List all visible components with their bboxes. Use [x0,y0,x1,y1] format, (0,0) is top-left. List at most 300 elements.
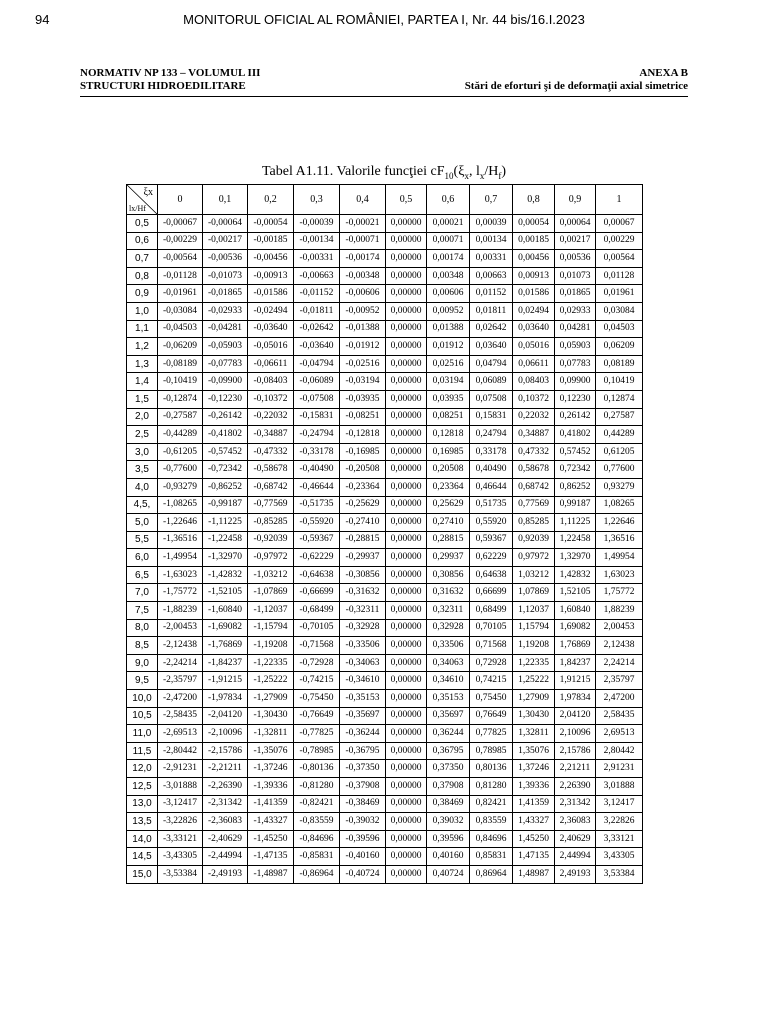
caption-sub: f [498,170,502,181]
table-cell: 2,36083 [555,813,596,831]
table-row [127,478,643,496]
table-cell: -0,29937 [340,549,386,567]
column-header: 0,3 [294,185,340,215]
table-cell: 0,30856 [427,566,470,584]
table-cell: -1,39336 [248,778,294,796]
table-cell: 1,35076 [513,742,555,760]
row-header-cell: 7,0 [127,584,158,602]
table-cell: -1,32811 [248,725,294,743]
column-header: 0,7 [470,185,513,215]
table-cell: 0,00000 [386,848,427,866]
table-cell: 0,00348 [427,267,470,285]
table-cell: -0,06209 [158,338,203,356]
table-cell: 0,97972 [513,549,555,567]
table-cell: -1,36516 [158,531,203,549]
table-cell: -1,69082 [203,619,248,637]
table-cell: -0,01128 [158,267,203,285]
caption-sub: x [464,170,469,181]
table-cell: -1,60840 [203,602,248,620]
row-header-cell: 1,1 [127,320,158,338]
table-cell: 2,91231 [596,760,643,778]
table-cell: -0,00064 [203,215,248,233]
table-row [127,760,643,778]
table-cell: 2,44994 [555,848,596,866]
table-cell: 0,33178 [470,443,513,461]
table-cell: 0,00000 [386,461,427,479]
row-header-cell: 9,5 [127,672,158,690]
table-cell: -2,58435 [158,707,203,725]
table-row [127,461,643,479]
table-cell: 0,80136 [470,760,513,778]
table-cell: -0,02933 [203,302,248,320]
column-header: 0,6 [427,185,470,215]
row-header-cell: 4,0 [127,478,158,496]
table-cell: -0,55920 [294,514,340,532]
table-cell: -0,40724 [340,865,386,883]
column-header: 0,5 [386,185,427,215]
table-cell: 0,84696 [470,830,513,848]
row-header-cell: 9,0 [127,654,158,672]
table-cell: -1,15794 [248,619,294,637]
table-cell: 0,06611 [513,355,555,373]
table-cell: 1,47135 [513,848,555,866]
table-cell: 0,68742 [513,478,555,496]
table-cell: 0,01128 [596,267,643,285]
table-cell: 3,12417 [596,795,643,813]
table-cell: 1,39336 [513,778,555,796]
row-header-cell: 12,0 [127,760,158,778]
table-cell: 0,00229 [596,232,643,250]
caption-part: /H [484,164,499,179]
table-cell: -3,33121 [158,830,203,848]
table-cell: -2,80442 [158,742,203,760]
table-cell: 3,22826 [596,813,643,831]
volume-subtitle: STRUCTURI HIDROEDILITARE [80,80,246,92]
table-cell: -2,15786 [203,742,248,760]
row-header-cell: 7,5 [127,602,158,620]
table-cell: -0,00536 [203,250,248,268]
table-row [127,690,643,708]
row-header-cell: 0,5 [127,215,158,233]
table-cell: 1,41359 [513,795,555,813]
table-cell: 3,43305 [596,848,643,866]
table-row [127,443,643,461]
table-cell: 1,03212 [513,566,555,584]
table-cell: 0,10419 [596,373,643,391]
table-cell: 1,45250 [513,830,555,848]
table-cell: -0,12818 [340,426,386,444]
table-cell: 0,77569 [513,496,555,514]
table-cell: -0,33178 [294,443,340,461]
table-cell: -0,04794 [294,355,340,373]
table-cell: -2,69513 [158,725,203,743]
table-row [127,285,643,303]
table-cell: 1,49954 [596,549,643,567]
table-cell: -0,04281 [203,320,248,338]
table-cell: 2,00453 [596,619,643,637]
table-cell: -0,01388 [340,320,386,338]
table-cell: 0,72928 [470,654,513,672]
table-cell: -0,34887 [248,426,294,444]
table-row [127,778,643,796]
table-cell: 0,58678 [513,461,555,479]
table-cell: -1,76869 [203,637,248,655]
table-cell: 0,28815 [427,531,470,549]
column-header: 0,8 [513,185,555,215]
row-header-cell: 13,5 [127,813,158,831]
table-cell: 0,04503 [596,320,643,338]
row-header-cell: 11,0 [127,725,158,743]
table-cell: 1,15794 [513,619,555,637]
table-cell: 0,01961 [596,285,643,303]
column-header: 0,2 [248,185,294,215]
table-cell: -1,42832 [203,566,248,584]
row-header-cell: 5,0 [127,514,158,532]
table-cell: 2,15786 [555,742,596,760]
table-row [127,320,643,338]
table-cell: 2,24214 [596,654,643,672]
table-cell: 0,77825 [470,725,513,743]
table-cell: 0,16985 [427,443,470,461]
table-cell: -1,03212 [248,566,294,584]
table-cell: -1,48987 [248,865,294,883]
table-cell: 0,36795 [427,742,470,760]
table-cell: -0,38469 [340,795,386,813]
table-row [127,250,643,268]
table-cell: -0,72342 [203,461,248,479]
table-cell: -0,01961 [158,285,203,303]
table-cell: -0,24794 [294,426,340,444]
table-cell: 0,00000 [386,514,427,532]
row-header-cell: 8,5 [127,637,158,655]
table-cell: -2,04120 [203,707,248,725]
table-cell: -0,03084 [158,302,203,320]
table-cell: -0,82421 [294,795,340,813]
table-cell: 1,60840 [555,602,596,620]
row-header-cell: 10,0 [127,690,158,708]
table-cell: 0,04281 [555,320,596,338]
table-cell: 0,00064 [555,215,596,233]
table-row [127,795,643,813]
table-cell: 1,63023 [596,566,643,584]
table-cell: 0,51735 [470,496,513,514]
table-cell: 0,03640 [513,320,555,338]
table-cell: -0,68742 [248,478,294,496]
table-cell: 1,25222 [513,672,555,690]
table-cell: 0,05903 [555,338,596,356]
table-cell: 0,66699 [470,584,513,602]
table-cell: -2,26390 [203,778,248,796]
table-row [127,408,643,426]
table-cell: -0,04503 [158,320,203,338]
table-cell: -0,01865 [203,285,248,303]
table-cell: -0,35153 [340,690,386,708]
table-cell: 0,05016 [513,338,555,356]
table-cell: -3,12417 [158,795,203,813]
table-caption [0,164,768,181]
table-cell: 0,07783 [555,355,596,373]
table-cell: 1,37246 [513,760,555,778]
table-row [127,338,643,356]
table-cell: 0,70105 [470,619,513,637]
table-cell: -0,39032 [340,813,386,831]
table-cell: 0,00039 [470,215,513,233]
table-cell: -0,26142 [203,408,248,426]
table-cell: 1,76869 [555,637,596,655]
table-row [127,426,643,444]
table-cell: 0,44289 [596,426,643,444]
table-cell: 0,24794 [470,426,513,444]
table-cell: 1,88239 [596,602,643,620]
table-cell: -0,00564 [158,250,203,268]
table-cell: 0,12230 [555,390,596,408]
table-cell: -1,45250 [248,830,294,848]
table-cell: 0,86964 [470,865,513,883]
table-cell: -0,37908 [340,778,386,796]
table-cell: -0,02516 [340,355,386,373]
table-cell: 0,02933 [555,302,596,320]
table-cell: -1,41359 [248,795,294,813]
table-cell: -1,30430 [248,707,294,725]
table-cell: 0,00021 [427,215,470,233]
table-cell: -0,84696 [294,830,340,848]
table-cell: -0,00054 [248,215,294,233]
table-cell: 0,27587 [596,408,643,426]
table-cell: -1,97834 [203,690,248,708]
table-cell: 1,19208 [513,637,555,655]
table-cell: 0,40160 [427,848,470,866]
table-cell: 0,06209 [596,338,643,356]
table-cell: 0,00217 [555,232,596,250]
table-cell: 0,00134 [470,232,513,250]
table-cell: -1,08265 [158,496,203,514]
table-cell: -0,64638 [294,566,340,584]
table-cell: -0,01811 [294,302,340,320]
table-cell: -0,01912 [340,338,386,356]
table-cell: -0,07783 [203,355,248,373]
table-cell: -2,00453 [158,619,203,637]
table-cell: -0,28815 [340,531,386,549]
table-cell: 0,47332 [513,443,555,461]
table-cell: -0,00229 [158,232,203,250]
table-cell: 0,61205 [596,443,643,461]
table-cell: -0,59367 [294,531,340,549]
table-cell: 0,00000 [386,320,427,338]
table-cell: -0,01073 [203,267,248,285]
row-header-cell: 4,5, [127,496,158,514]
table-cell: -1,88239 [158,602,203,620]
table-cell: 0,99187 [555,496,596,514]
table-cell: -2,44994 [203,848,248,866]
row-header-cell: 1,3 [127,355,158,373]
table-cell: 0,00000 [386,672,427,690]
table-cell: 0,09900 [555,373,596,391]
table-cell: 0,23364 [427,478,470,496]
header-divider [80,96,688,97]
row-header-cell: 1,4 [127,373,158,391]
table-row [127,566,643,584]
table-cell: 1,07869 [513,584,555,602]
row-header-cell: 6,0 [127,549,158,567]
table-cell: 0,00000 [386,215,427,233]
table-cell: 2,40629 [555,830,596,848]
corner-bottom-label: lx/Hf [129,204,146,213]
table-cell: -0,66699 [294,584,340,602]
table-row [127,865,643,883]
table-row [127,514,643,532]
table-cell: -0,75450 [294,690,340,708]
table-cell: -0,37350 [340,760,386,778]
table-cell: -0,09900 [203,373,248,391]
table-cell: 0,02642 [470,320,513,338]
table-cell: 0,00000 [386,602,427,620]
table-row [127,637,643,655]
row-header-cell: 2,0 [127,408,158,426]
table-cell: -0,08189 [158,355,203,373]
table-cell: 0,34610 [427,672,470,690]
table-cell: 2,26390 [555,778,596,796]
table-cell: -0,02494 [248,302,294,320]
table-cell: -3,53384 [158,865,203,883]
table-cell: 0,75450 [470,690,513,708]
table-row [127,267,643,285]
table-cell: -0,00021 [340,215,386,233]
table-cell: 0,01073 [555,267,596,285]
table-cell: -0,58678 [248,461,294,479]
table-cell: 3,33121 [596,830,643,848]
table-cell: -2,49193 [203,865,248,883]
table-cell: -0,47332 [248,443,294,461]
table-cell: 0,39596 [427,830,470,848]
table-cell: 1,22646 [596,514,643,532]
table-row [127,215,643,233]
table-cell: 0,00000 [386,302,427,320]
row-header-cell: 0,6 [127,232,158,250]
table-cell: -0,34610 [340,672,386,690]
table-cell: 0,93279 [596,478,643,496]
corner-header-cell [127,185,158,215]
table-body [127,215,643,884]
table-cell: -1,22335 [248,654,294,672]
table-cell: -0,57452 [203,443,248,461]
table-cell: 1,52105 [555,584,596,602]
table-cell: -1,49954 [158,549,203,567]
table-cell: -0,36795 [340,742,386,760]
table-cell: 0,31632 [427,584,470,602]
table-cell: 0,03194 [427,373,470,391]
table-cell: 0,04794 [470,355,513,373]
table-cell: -0,00913 [248,267,294,285]
table-cell: 0,00000 [386,373,427,391]
row-header-cell: 1,0 [127,302,158,320]
table-cell: -0,00134 [294,232,340,250]
table-cell: -0,12230 [203,390,248,408]
table-cell: -0,83559 [294,813,340,831]
section-left [80,67,260,93]
table-cell: -2,35797 [158,672,203,690]
table-cell: 2,04120 [555,707,596,725]
table-cell: 0,00071 [427,232,470,250]
table-cell: 0,71568 [470,637,513,655]
table-cell: 0,03084 [596,302,643,320]
table-cell: -2,10096 [203,725,248,743]
table-row [127,584,643,602]
table-cell: -0,01586 [248,285,294,303]
table-cell: 0,00000 [386,795,427,813]
table-cell: -2,91231 [158,760,203,778]
row-header-cell: 5,5 [127,531,158,549]
table-row [127,619,643,637]
table-cell: -0,30856 [340,566,386,584]
table-row [127,830,643,848]
table-cell: 0,02516 [427,355,470,373]
column-header: 0,1 [203,185,248,215]
table-cell: -2,31342 [203,795,248,813]
table-cell: -0,97972 [248,549,294,567]
table-cell: 0,00000 [386,742,427,760]
table-row [127,232,643,250]
table-cell: 1,48987 [513,865,555,883]
row-header-cell: 11,5 [127,742,158,760]
row-header-cell: 3,0 [127,443,158,461]
table-cell: 0,00564 [596,250,643,268]
table-cell: 0,08403 [513,373,555,391]
table-cell: -1,22458 [203,531,248,549]
table-cell: 3,01888 [596,778,643,796]
table-cell: 0,08189 [596,355,643,373]
table-cell: -2,21211 [203,760,248,778]
annex-subtitle: Stări de eforturi şi de deformaţii axial simetrice [464,80,688,92]
table-cell: 0,08251 [427,408,470,426]
table-cell: 0,00000 [386,865,427,883]
row-header-cell: 13,0 [127,795,158,813]
table-cell: -0,02642 [294,320,340,338]
table-cell: 0,40490 [470,461,513,479]
table-cell: 2,80442 [596,742,643,760]
table-cell: -0,08403 [248,373,294,391]
table-header-row [127,185,643,215]
table-row [127,373,643,391]
row-header-cell: 10,5 [127,707,158,725]
table-cell: 0,00000 [386,690,427,708]
table-cell: 0,92039 [513,531,555,549]
table-cell: -1,75772 [158,584,203,602]
table-cell: 0,57452 [555,443,596,461]
row-header-cell: 1,2 [127,338,158,356]
table-cell: 1,91215 [555,672,596,690]
table-cell: 0,32928 [427,619,470,637]
table-cell: 0,46644 [470,478,513,496]
table-cell: 0,00000 [386,478,427,496]
table-cell: -0,35697 [340,707,386,725]
table-cell: 0,15831 [470,408,513,426]
table-cell: 0,00456 [513,250,555,268]
row-header-cell: 14,0 [127,830,158,848]
row-header-cell: 12,5 [127,778,158,796]
table-cell: 0,01912 [427,338,470,356]
table-cell: 0,00000 [386,566,427,584]
table-cell: 0,37350 [427,760,470,778]
table-cell: -0,92039 [248,531,294,549]
table-cell: 0,64638 [470,566,513,584]
table-row [127,672,643,690]
table-cell: -0,27587 [158,408,203,426]
row-header-cell: 6,5 [127,566,158,584]
table-cell: -0,00606 [340,285,386,303]
table-cell: 0,00000 [386,390,427,408]
table-cell: 1,08265 [596,496,643,514]
table-cell: -1,25222 [248,672,294,690]
